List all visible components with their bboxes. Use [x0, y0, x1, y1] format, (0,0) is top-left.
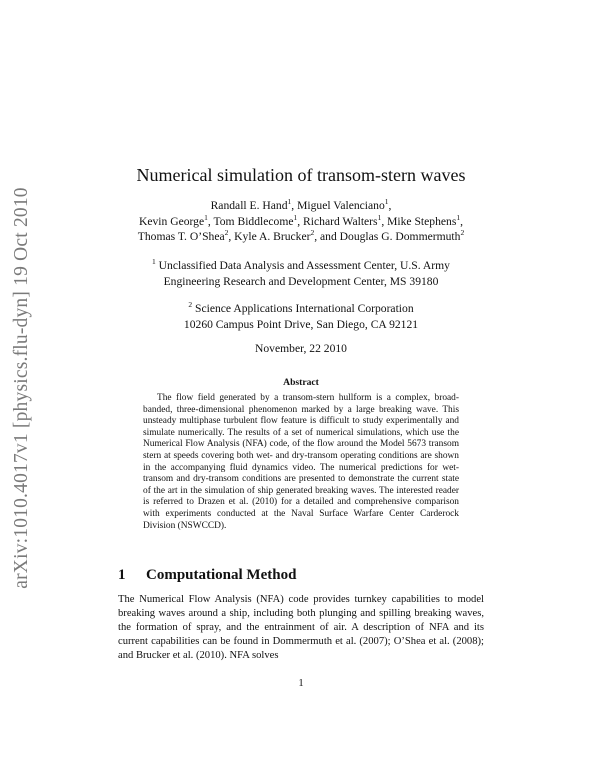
paper-date: November, 22 2010: [255, 342, 347, 355]
abstract-heading: Abstract: [283, 377, 319, 388]
author-line-2: Kevin George$^1$, Tom Biddlecome$^1$, Richard Walters$^1$, Mike Stephens$^1$,: [138, 212, 463, 228]
section-title: Computational Method: [146, 567, 297, 583]
paper-title: Numerical simulation of transom-stern waves: [136, 165, 466, 185]
arxiv-stamp-text: arXiv:1010.4017v1 [physics.flu-dyn] 19 Oct 2010: [11, 187, 33, 589]
section-text: The Numerical Flow Analysis (NFA) code provides turnkey capabilities to model breaking waves around a ship, including both plunging and spilling breaking waves, the formation of spray, and the entrainment of air. A description of NFA and its current capabilities can be found in Dommermuth et al. (2007); O’Shea et al. (2008); and Brucker et al. (2010). NFA solves: [118, 594, 484, 661]
section-number: 1: [118, 567, 126, 583]
author-line-3: Thomas T. O’Shea$^2$, Kyle A. Brucker$^2$, and Douglas G. Dommermuth$^2$: [137, 228, 465, 243]
arxiv-stamp: [4, 0, 40, 776]
page-number: 1: [298, 678, 304, 689]
affiliation-1: $^1$ Unclassified Data Analysis and Assessment Center, U.S. Army Engineering Research and Development Center, MS 39180: [152, 257, 450, 288]
section-heading: [118, 566, 484, 584]
author-line-1: Randall E. Hand$^1$, Miguel Valenciano$^1$,: [210, 197, 392, 212]
affiliation-2: $^2$ Science Applications International Corporation 10260 Campus Point Drive, San Diego, CA 92121: [183, 300, 419, 331]
abstract-text: The flow field generated by a transom-stern hullform is a complex, broad-banded, three-dimensional phenomenon marked by a large breaking wave. This unsteady multiphase turbulent flow feature is difficult to study experimentally and simulate numerically. The results of a set of numerical simulations, which use the Numerical Flow Analysis (NFA) code, of the flow around the Model 5673 transom stern at speeds covering both wet- and dry-transom operating conditions are shown in the accompanying fluid dynamics video. The numerical predictions for wet-transom and dry-transom conditions are presented to demonstrate the current state of the art in the simulation of ship generated breaking waves. The interested reader is referred to Drazen et al. (2010) for a detailed and comprehensive comparison with experiments conducted at the Naval Surface Warfare Center Carderock Division (NSWCCD).: [143, 393, 459, 531]
author-list: [108, 198, 494, 245]
